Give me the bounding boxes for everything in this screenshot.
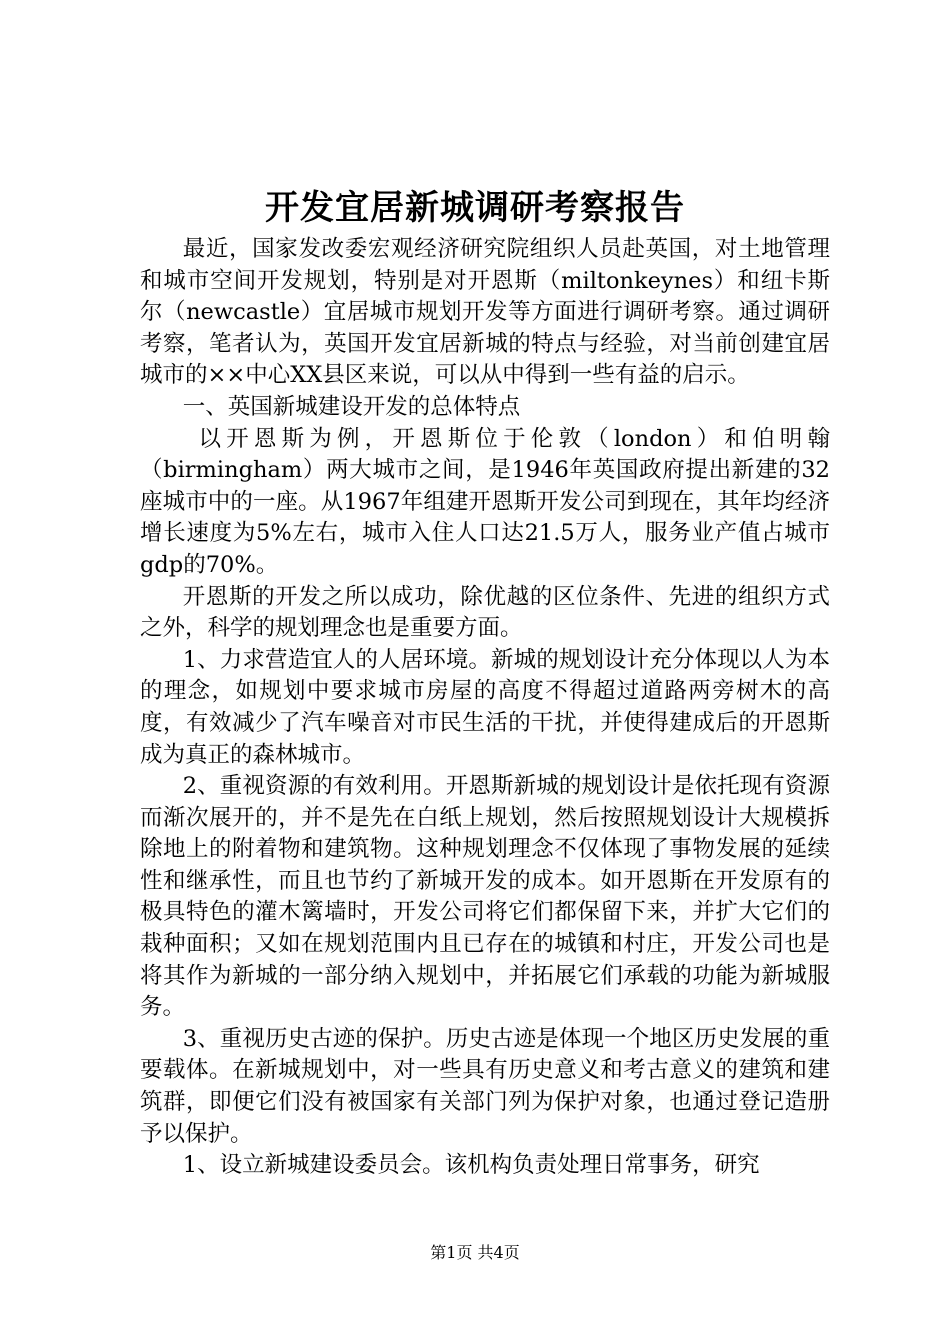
document-title: 开发宜居新城调研考察报告 — [265, 188, 685, 228]
paragraph-intro: 最近，国家发改委宏观经济研究院组织人员赴英国，对土地管理和城市空间开发规划，特别是对开恩斯（miltonkeynes）和纽卡斯尔（newcastle）宜居城市规划开发等方面进行调研考察。通过调研考察，笔者认为，英国开发宜居新城的特点与经验，对当前创建宜居城市的××中心XX县区来说，可以从中得到一些有益的启示。 — [140, 236, 830, 389]
paragraph-committee: 1、设立新城建设委员会。该机构负责处理日常事务，研究 — [182, 1152, 760, 1179]
paragraph-point-2-resources: 2、重视资源的有效利用。开恩斯新城的规划设计是依托现有资源而渐次展开的，并不是先在白纸上规划，然后按照规划设计大规模拆除地上的附着物和建筑物。这种规划理念不仅体现了事物发展的延续性和继承性，而且也节约了新城开发的成本。如开恩斯在开发原有的极具特色的灌木篱墙时，开发公司将它们都保留下来，并扩大它们的栽种面积；又如在规划范围内且已存在的城镇和村庄，开发公司也是将其作为新城的一部分纳入规划中，并拓展它们承载的功能为新城服务。 — [140, 773, 830, 1021]
paragraph-point-1-environment: 1、力求营造宜人的人居环境。新城的规划设计充分体现以人为本的理念，如规划中要求城市房屋的高度不得超过道路两旁树木的高度，有效减少了汽车噪音对市民生活的干扰，并使得建成后的开恩斯成为真正的森林城市。 — [140, 646, 830, 768]
section-heading: 一、英国新城建设开发的总体特点 — [182, 393, 521, 420]
document-body — [140, 234, 830, 1182]
paragraph-point-3-heritage: 3、重视历史古迹的保护。历史古迹是体现一个地区历史发展的重要载体。在新城规划中，对一些具有历史意义和考古意义的建筑和建筑群，即便它们没有被国家有关部门列为保护对象，也通过登记造册予以保护。 — [140, 1025, 830, 1147]
paragraph-milton-keynes-overview: 以开恩斯为例，开恩斯位于伦敦（london）和伯明翰（birmingham）两大城市之间，是1946年英国政府提出新建的32座城市中的一座。从1967年组建开恩斯开发公司到现在，其年均经济增长速度为5%左右，城市入住人口达21.5万人，服务业产值占城市gdp的70%。 — [140, 425, 830, 578]
paragraph-success-factors: 开恩斯的开发之所以成功，除优越的区位条件、先进的组织方式之外，科学的规划理念也是重要方面。 — [140, 583, 830, 642]
page-footer: 第1页 共4页 — [430, 1243, 520, 1262]
